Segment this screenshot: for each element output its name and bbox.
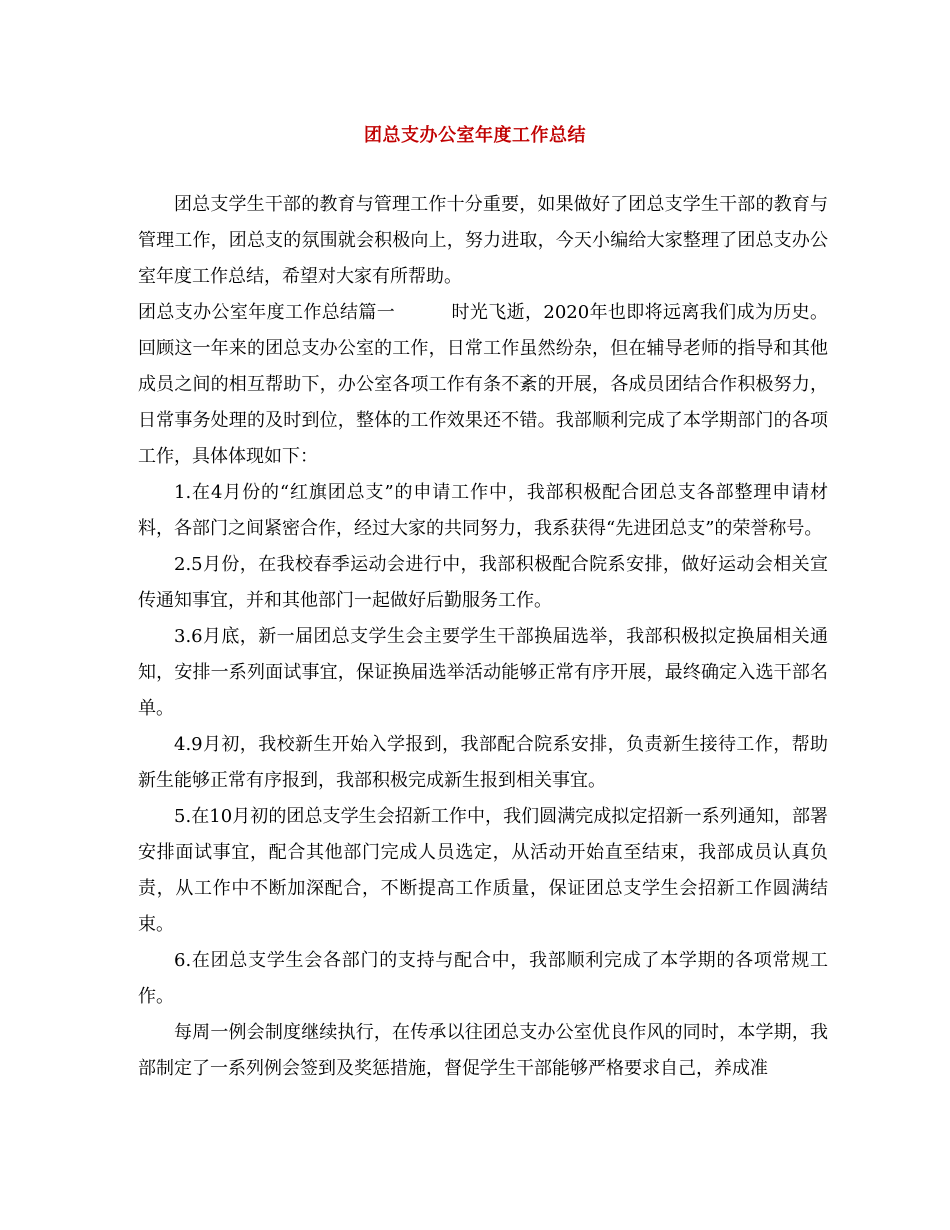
list-item: 3.6月底，新一届团总支学生会主要学生干部换届选举，我部积极拟定换届相关通知，安排一系列面试事宜，保证换届选举活动能够正常有序开展，最终确定入选干部名单。 [138,626,828,719]
document-body [138,187,828,1087]
list-item: 6.在团总支学生会各部门的支持与配合中，我部顺利完成了本学期的各项常规工作。 [138,950,828,1007]
document-title: 团总支办公室年度工作总结 [364,125,586,146]
section-heading: 团总支办公室年度工作总结篇一 [138,302,396,323]
closing-paragraph: 每周一例会制度继续执行，在传承以往团总支办公室优良作风的同时，本学期，我部制定了一系列例会签到及奖惩措施，督促学生干部能够严格要求自己，养成准 [138,1022,828,1079]
intro-paragraph: 团总支学生干部的教育与管理工作十分重要，如果做好了团总支学生干部的教育与管理工作，团总支的氛围就会积极向上，努力进取，今天小编给大家整理了团总支办公室年度工作总结，希望对大家有所帮助。 [138,194,828,287]
section-paragraph [138,295,828,475]
list-item: 2.5月份，在我校春季运动会进行中，我部积极配合院系安排，做好运动会相关宣传通知事宜，并和其他部门一起做好后勤服务工作。 [138,554,828,611]
list-item: 5.在10月初的团总支学生会招新工作中，我们圆满完成拟定招新一系列通知，部署安排面试事宜，配合其他部门完成人员选定，从活动开始直至结束，我部成员认真负责，从工作中不断加深配合，不断提高工作质量，保证团总支学生会招新工作圆满结束。 [138,806,828,935]
list-item: 1.在4月份的“红旗团总支”的申请工作中，我部积极配合团总支各部整理申请材料，各部门之间紧密合作，经过大家的共同努力，我系获得“先进团总支”的荣誉称号。 [138,482,828,539]
section-opening: 时光飞逝，2020年也即将远离我们成为历史。回顾这一年来的团总支办公室的工作，日常工作虽然纷杂，但在辅导老师的指导和其他成员之间的相互帮助下，办公室各项工作有条不紊的开展，各成员团结合作积极努力，日常事务处理的及时到位，整体的工作效果还不错。我部顺利完成了本学期部门的各项工作，具体体现如下： [138,302,828,467]
list-item: 4.9月初，我校新生开始入学报到，我部配合院系安排，负责新生接待工作，帮助新生能够正常有序报到，我部积极完成新生报到相关事宜。 [138,734,828,791]
